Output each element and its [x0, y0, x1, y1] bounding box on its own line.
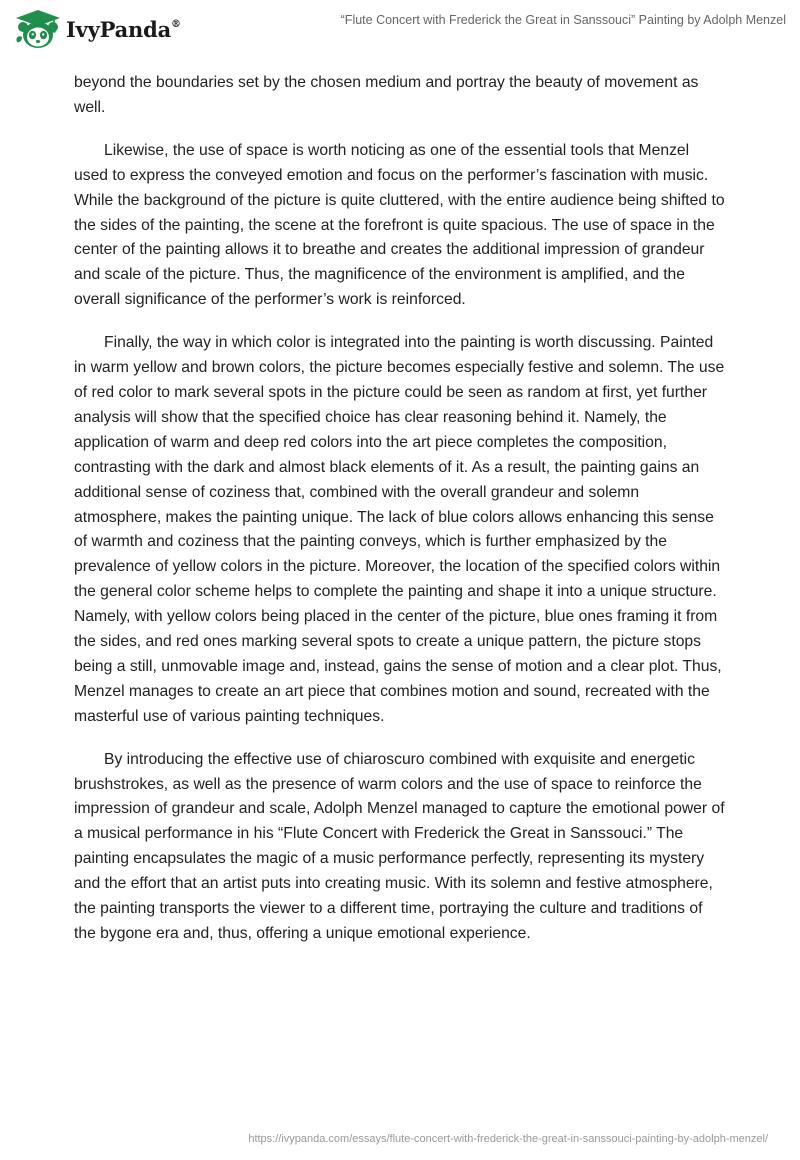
panda-graduation-cap-icon: [14, 8, 62, 50]
ivypanda-logo[interactable]: [14, 8, 181, 50]
document-title: “Flute Concert with Frederick the Great in Sanssouci” Painting by Adolph Menzel: [340, 13, 786, 27]
paragraph-color: Finally, the way in which color is integrated into the painting is worth discussing. Painted in warm yellow and brown colors, the picture becomes especially festive and solemn. The use of red color to mark several spots in the picture could be seen as random at first, yet further analysis will show that the specified choice has clear reasoning behind it. Namely, the application of warm and deep red colors into the art piece completes the composition, contrasting with the dark and almost black elements of it. As a result, the painting gains an additional sense of coziness that, combined with the overall grandeur and solemn atmosphere, makes the painting unique. The lack of blue colors allows enhancing this sense of warmth and coziness that the painting conveys, which is further emphasized by the prevalence of yellow colors in the picture. Moreover, the location of the specified colors within the general color scheme helps to complete the painting and shape it into a unique structure. Namely, with yellow colors being placed in the center of the picture, blue ones framing it from the sides, and red ones marking several spots to create a unique pattern, the picture stops being a still, unmovable image and, instead, gains the sense of motion and a clear plot. Thus, Menzel manages to create an art piece that combines motion and sound, recreated with the masterful use of various painting techniques.: [74, 334, 725, 725]
paragraph-space: Likewise, the use of space is worth noticing as one of the essential tools that Menzel used to express the conveyed emotion and focus on the performer’s fascination with music. While the background of the picture is quite cluttered, with the entire audience being shifted to the sides of the painting, the scene at the forefront is quite spacious. The use of space in the center of the painting allows it to breathe and creates the additional impression of grandeur and scale of the picture. Thus, the magnificence of the environment is amplified, and the overall significance of the performer’s work is reinforced.: [74, 141, 725, 309]
paragraph-continuation: beyond the boundaries set by the chosen medium and portray the beauty of movement as well.: [74, 74, 699, 116]
essay-body: [74, 71, 726, 965]
registered-mark: ®: [171, 18, 181, 30]
source-url[interactable]: https://ivypanda.com/essays/flute-concert-with-frederick-the-great-in-sanssouci-painting-by-adolph-menzel/: [248, 1133, 768, 1145]
logo-text: IvyPanda: [66, 16, 172, 42]
page-header: [0, 0, 800, 60]
logo-wordmark: [66, 17, 181, 42]
paragraph-conclusion: By introducing the effective use of chiaroscuro combined with exquisite and energetic brushstrokes, as well as the presence of warm colors and the use of space to reinforce the impression of grandeur and scale, Adolph Menzel managed to capture the emotional power of a musical performance in his “Flute Concert with Frederick the Great in Sanssouci.” The painting encapsulates the magic of a music performance perfectly, representing its mystery and the effort that an artist puts into creating music. With its solemn and festive atmosphere, the painting transports the viewer to a different time, portraying the culture and traditions of the bygone era and, thus, offering a unique emotional experience.: [74, 750, 725, 942]
